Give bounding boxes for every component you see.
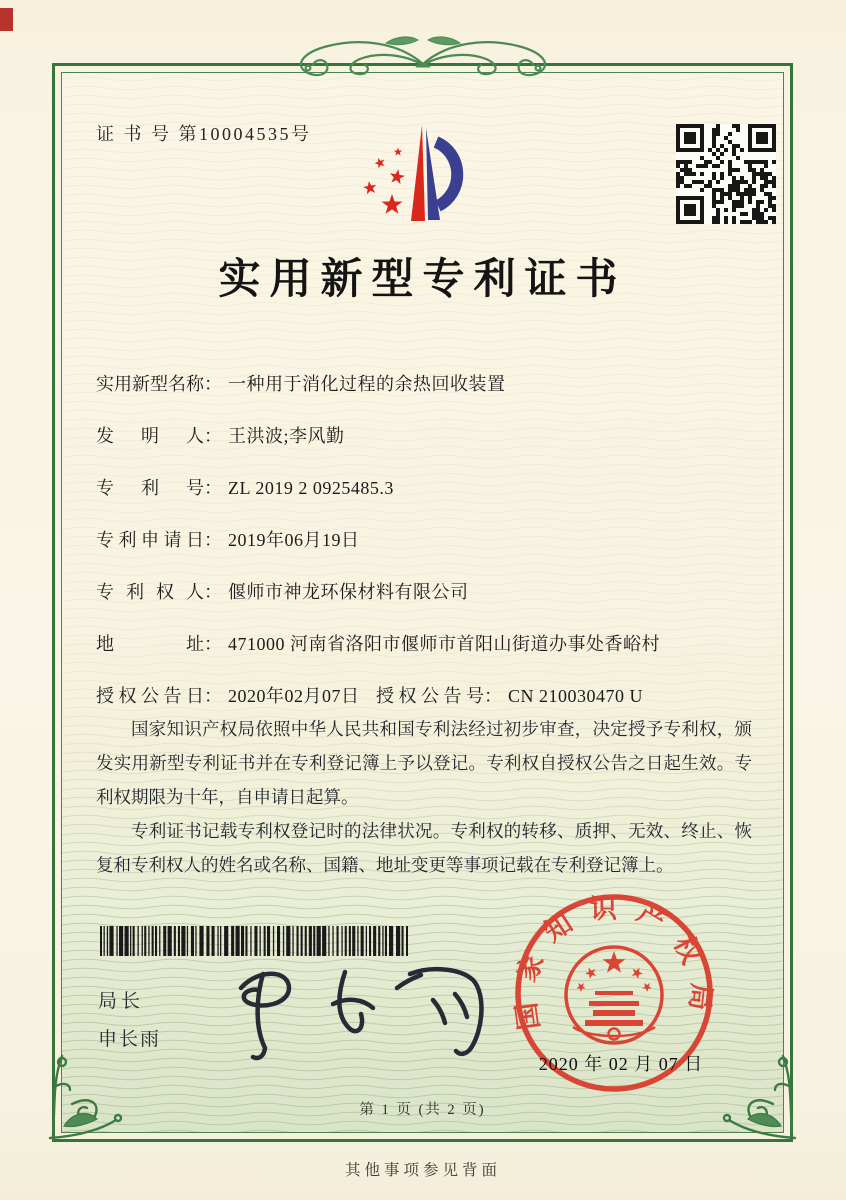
legal-paragraph-2: 专利证书记载专利权登记时的法律状况。专利权的转移、质押、无效、终止、恢复和专利权人的姓名或名称、国籍、地址变更等事项记载在专利登记簿上。 — [96, 821, 752, 875]
field-label: 地址 — [96, 634, 204, 654]
field-filing-date: 专利申请日： 2019年06月19日 — [96, 526, 360, 552]
handwritten-signature — [225, 944, 495, 1070]
field-value: 偃师市神龙环保材料有限公司 — [228, 582, 469, 602]
certificate-number: 证 书 号 第10004535号 — [96, 124, 312, 144]
field-label: 授权公告号 — [376, 686, 484, 706]
field-patentee: 专利权人： 偃师市神龙环保材料有限公司 — [96, 578, 469, 604]
field-label: 发明人 — [96, 426, 204, 446]
certificate-title: 实用新型专利证书 — [218, 257, 627, 303]
back-side-note: 其他事项参见背面 — [344, 1162, 501, 1179]
field-inventors: 发明人： 王洪波;李风勤 — [96, 422, 345, 448]
field-grant-date: 授权公告日： 2020年02月07日 授权公告号： CN 210030470 U — [96, 682, 752, 708]
field-label: 授权公告日 — [96, 686, 204, 706]
seal-date: 2020 年 02 月 07 日 — [538, 1054, 704, 1074]
top-scroll-ornament-icon — [268, 34, 578, 92]
field-label: 专利号 — [96, 478, 204, 498]
field-value: 471000 河南省洛阳市偃师市首阳山街道办事处香峪村 — [228, 634, 660, 654]
field-label: 实用新型名称 — [96, 374, 204, 394]
legal-paragraph-1: 国家知识产权局依照中华人民共和国专利法经过初步审查，决定授予专利权，颁发实用新型专利证书并在专利登记簿上予以登记。专利权自授权公告之日起生效。专利权期限为十年，自申请日起算。 — [96, 719, 752, 807]
field-label: 专利申请日 — [96, 530, 204, 550]
field-patent-number: 专利号： ZL 2019 2 0925485.3 — [96, 474, 394, 500]
field-value: 王洪波;李风勤 — [228, 426, 345, 446]
legal-statement — [96, 712, 752, 882]
field-value: 一种用于消化过程的余热回收装置 — [228, 374, 506, 394]
field-grant-number: 授权公告号： CN 210030470 U — [376, 682, 643, 708]
field-value: 2019年06月19日 — [228, 530, 360, 550]
field-value: 2020年02月07日 — [228, 686, 360, 706]
page-number: 第 1 页 (共 2 页) — [359, 1102, 486, 1118]
national-emblem-icon — [566, 947, 662, 1043]
scan-registration-mark — [0, 8, 13, 31]
field-address: 地址： 471000 河南省洛阳市偃师市首阳山街道办事处香峪村 — [96, 630, 660, 656]
signer-position-label: 局长 — [98, 991, 145, 1012]
field-label: 专利权人 — [96, 582, 204, 602]
cnipa-logo-icon — [352, 112, 517, 237]
signer-name: 申长雨 — [98, 1029, 162, 1050]
field-utility-model-name: 实用新型名称： 一种用于消化过程的余热回收装置 — [96, 370, 506, 396]
field-value: CN 210030470 U — [508, 686, 644, 706]
seal-text: 国家知识产权局 — [509, 893, 717, 1032]
corner-floral-ornament-icon — [42, 1046, 142, 1142]
qr-code — [676, 124, 776, 224]
field-value: ZL 2019 2 0925485.3 — [228, 478, 394, 498]
